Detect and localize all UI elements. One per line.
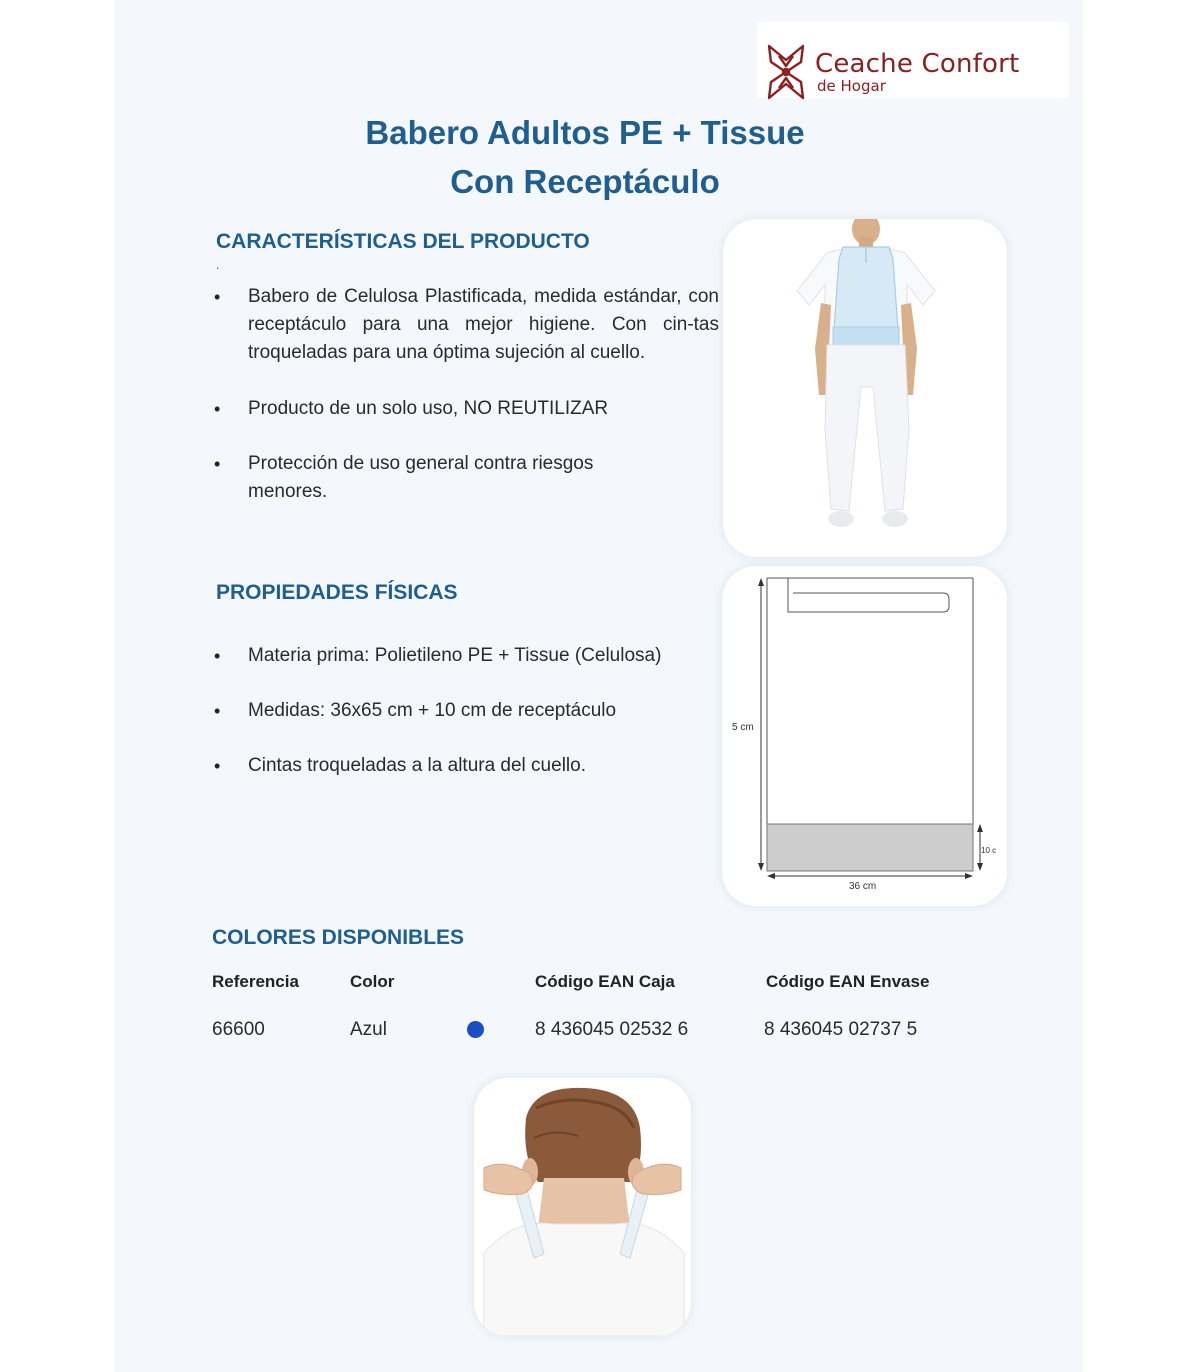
person-wearing-bib-illustration: [723, 219, 1007, 557]
cell-ean-caja: 8 436045 02532 6: [535, 1019, 689, 1040]
list-item: [214, 642, 714, 670]
brand-name: Ceache Confort: [815, 49, 1020, 79]
list-item-text: • Protección de uso general contra riesgos menores.: [248, 453, 594, 502]
list-item: [214, 450, 654, 506]
product-photo-card: [723, 219, 1007, 557]
brand-emblem-icon: [765, 42, 807, 102]
list-item-text: • Cintas troqueladas a la altura del cuello.: [248, 755, 586, 776]
product-title-line-2: Con Receptáculo: [450, 163, 720, 200]
brand-logo: [757, 22, 1069, 98]
caracteristicas-heading: CARACTERÍSTICAS DEL PRODUCTO: [216, 230, 590, 253]
bib-diagram-card: [722, 566, 1007, 906]
cell-referencia: 66600: [212, 1019, 265, 1040]
list-item: [214, 752, 714, 780]
colores-heading: COLORES DISPONIBLES: [212, 926, 465, 949]
width-label: 36 cm: [849, 881, 877, 892]
list-item-text: • Medidas: 36x65 cm + 10 cm de receptáculo: [248, 700, 617, 721]
brand-subtitle: de Hogar: [817, 77, 886, 95]
column-header-color: Color: [350, 972, 395, 991]
cell-ean-envase: 8 436045 02737 5: [764, 1019, 918, 1040]
product-title-line-1: Babero Adultos PE + Tissue: [365, 114, 805, 151]
list-item: [214, 697, 714, 725]
list-item-text: • Materia prima: Polietileno PE + Tissue (Celulosa): [248, 645, 662, 666]
bib-dimension-diagram: [722, 566, 1007, 906]
cell-color: Azul: [350, 1019, 387, 1040]
propiedades-heading: PROPIEDADES FÍSICAS: [216, 581, 458, 604]
column-header-referencia: Referencia: [212, 972, 299, 991]
neck-tie-photo-card: [474, 1078, 691, 1336]
color-swatch: [467, 1021, 484, 1038]
pocket-label: 10 c: [981, 846, 997, 855]
column-header-ean-caja: Código EAN Caja: [535, 972, 675, 991]
stray-marker: .: [216, 258, 220, 272]
list-item-text: • Babero de Celulosa Plastificada, medida estándar, con receptáculo para una mejor higiene. Con cin-tas troqueladas para una óptima sujeción al cuello.: [248, 286, 719, 363]
height-label: 5 cm: [732, 722, 754, 733]
list-item: [214, 395, 719, 423]
column-header-ean-envase: Código EAN Envase: [766, 972, 930, 991]
list-item: [214, 283, 719, 367]
tying-bib-at-neck-illustration: [474, 1078, 691, 1336]
list-item-text: • Producto de un solo uso, NO REUTILIZAR: [248, 398, 609, 419]
